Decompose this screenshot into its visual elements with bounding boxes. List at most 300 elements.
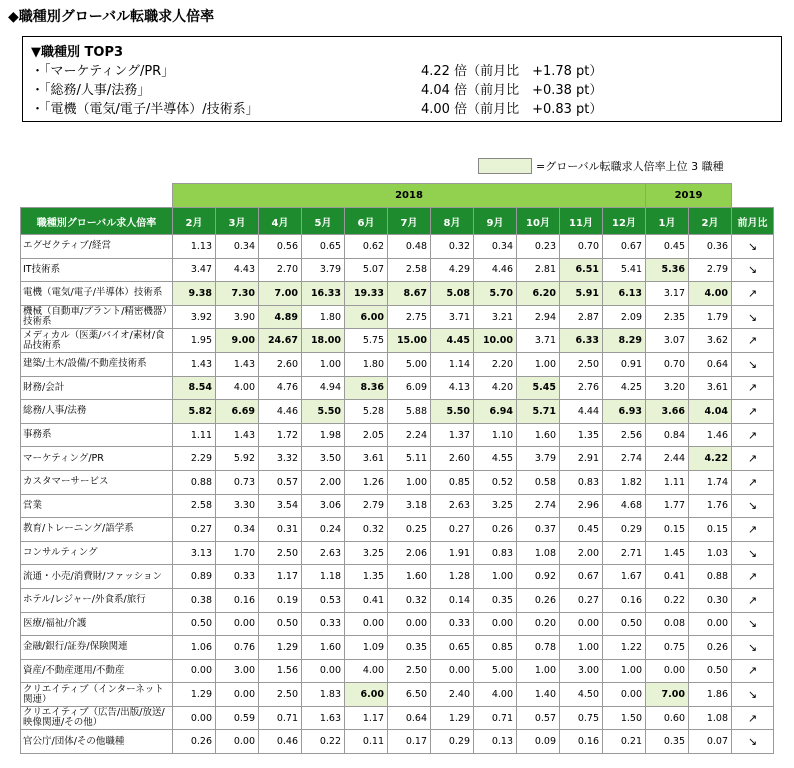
ratio-cell: 1.98 bbox=[302, 423, 345, 447]
ratio-cell: 0.52 bbox=[474, 470, 517, 494]
ratio-cell: 1.79 bbox=[689, 305, 732, 329]
month-header: 7月 bbox=[388, 208, 431, 235]
ratio-cell: 19.33 bbox=[345, 282, 388, 306]
ratio-cell: 5.50 bbox=[431, 400, 474, 424]
ratio-cell: 2.79 bbox=[345, 494, 388, 518]
ratio-cell: 1.91 bbox=[431, 541, 474, 565]
job-ratio-table bbox=[20, 183, 774, 754]
change-header: 前月比 bbox=[732, 208, 774, 235]
ratio-cell: 1.13 bbox=[173, 235, 216, 259]
ratio-cell: 6.09 bbox=[388, 376, 431, 400]
row-label: 財務/会計 bbox=[21, 376, 173, 400]
ratio-cell: 7.00 bbox=[259, 282, 302, 306]
ratio-cell: 0.16 bbox=[603, 588, 646, 612]
ratio-cell: 0.64 bbox=[689, 352, 732, 376]
ratio-cell: 4.55 bbox=[474, 447, 517, 471]
ratio-cell: 1.60 bbox=[302, 636, 345, 660]
ratio-cell: 0.75 bbox=[560, 706, 603, 730]
ratio-cell: 0.88 bbox=[173, 470, 216, 494]
ratio-cell: 0.92 bbox=[517, 565, 560, 589]
ratio-cell: 0.62 bbox=[345, 235, 388, 259]
ratio-cell: 0.38 bbox=[173, 588, 216, 612]
ratio-cell: 0.29 bbox=[603, 518, 646, 542]
ratio-cell: 6.20 bbox=[517, 282, 560, 306]
month-header: 5月 bbox=[302, 208, 345, 235]
ratio-cell: 5.91 bbox=[560, 282, 603, 306]
row-label: 教育/トレーニング/語学系 bbox=[21, 518, 173, 542]
top3-item-label: ・「マーケティング/PR」 bbox=[31, 64, 175, 79]
ratio-cell: 0.09 bbox=[517, 730, 560, 754]
row-label: カスタマーサービス bbox=[21, 470, 173, 494]
ratio-cell: 1.80 bbox=[302, 305, 345, 329]
ratio-cell: 1.70 bbox=[216, 541, 259, 565]
ratio-cell: 0.57 bbox=[517, 706, 560, 730]
trend-arrow: ↗ bbox=[732, 376, 774, 400]
trend-arrow: ↗ bbox=[732, 659, 774, 683]
ratio-cell: 3.21 bbox=[474, 305, 517, 329]
ratio-cell: 3.06 bbox=[302, 494, 345, 518]
ratio-cell: 0.65 bbox=[431, 636, 474, 660]
trend-arrow: ↗ bbox=[732, 282, 774, 306]
ratio-cell: 1.00 bbox=[517, 352, 560, 376]
ratio-cell: 1.22 bbox=[603, 636, 646, 660]
ratio-cell: 0.27 bbox=[560, 588, 603, 612]
top3-item bbox=[31, 81, 773, 100]
trend-arrow: ↗ bbox=[732, 447, 774, 471]
ratio-cell: 0.45 bbox=[560, 518, 603, 542]
ratio-cell: 4.76 bbox=[259, 376, 302, 400]
ratio-cell: 3.79 bbox=[302, 258, 345, 282]
ratio-cell: 2.71 bbox=[603, 541, 646, 565]
ratio-cell: 0.46 bbox=[259, 730, 302, 754]
month-header: 3月 bbox=[216, 208, 259, 235]
ratio-cell: 5.75 bbox=[345, 329, 388, 353]
ratio-cell: 3.79 bbox=[517, 447, 560, 471]
row-label: 金融/銀行/証券/保険関連 bbox=[21, 636, 173, 660]
trend-arrow: ↘ bbox=[732, 612, 774, 636]
ratio-cell: 0.22 bbox=[646, 588, 689, 612]
ratio-cell: 0.15 bbox=[646, 518, 689, 542]
ratio-cell: 2.96 bbox=[560, 494, 603, 518]
ratio-cell: 0.83 bbox=[560, 470, 603, 494]
ratio-cell: 0.60 bbox=[646, 706, 689, 730]
ratio-cell: 2.44 bbox=[646, 447, 689, 471]
ratio-cell: 0.78 bbox=[517, 636, 560, 660]
ratio-cell: 0.25 bbox=[388, 518, 431, 542]
month-header: 12月 bbox=[603, 208, 646, 235]
ratio-cell: 0.67 bbox=[603, 235, 646, 259]
ratio-cell: 2.63 bbox=[431, 494, 474, 518]
ratio-cell: 0.32 bbox=[431, 235, 474, 259]
trend-arrow: ↘ bbox=[732, 730, 774, 754]
trend-arrow: ↘ bbox=[732, 258, 774, 282]
ratio-cell: 6.93 bbox=[603, 400, 646, 424]
ratio-cell: 0.34 bbox=[216, 518, 259, 542]
row-label: 流通・小売/消費財/ファッション bbox=[21, 565, 173, 589]
ratio-cell: 3.71 bbox=[431, 305, 474, 329]
ratio-cell: 3.25 bbox=[474, 494, 517, 518]
ratio-cell: 0.26 bbox=[517, 588, 560, 612]
row-label: マーケティング/PR bbox=[21, 447, 173, 471]
ratio-cell: 0.00 bbox=[216, 730, 259, 754]
ratio-cell: 0.50 bbox=[259, 612, 302, 636]
ratio-cell: 0.50 bbox=[173, 612, 216, 636]
ratio-cell: 0.00 bbox=[646, 659, 689, 683]
ratio-cell: 1.29 bbox=[431, 706, 474, 730]
ratio-cell: 2.50 bbox=[259, 683, 302, 707]
ratio-cell: 1.09 bbox=[345, 636, 388, 660]
ratio-cell: 0.16 bbox=[560, 730, 603, 754]
ratio-cell: 1.29 bbox=[259, 636, 302, 660]
table-body bbox=[21, 235, 774, 754]
table-row bbox=[21, 565, 774, 589]
ratio-cell: 3.54 bbox=[259, 494, 302, 518]
ratio-cell: 4.04 bbox=[689, 400, 732, 424]
ratio-cell: 0.00 bbox=[216, 612, 259, 636]
ratio-cell: 0.34 bbox=[474, 235, 517, 259]
month-header: 10月 bbox=[517, 208, 560, 235]
ratio-cell: 3.71 bbox=[517, 329, 560, 353]
ratio-cell: 2.00 bbox=[302, 470, 345, 494]
ratio-cell: 1.83 bbox=[302, 683, 345, 707]
ratio-cell: 2.24 bbox=[388, 423, 431, 447]
ratio-cell: 0.76 bbox=[216, 636, 259, 660]
ratio-cell: 2.06 bbox=[388, 541, 431, 565]
ratio-cell: 0.91 bbox=[603, 352, 646, 376]
ratio-cell: 1.11 bbox=[173, 423, 216, 447]
ratio-cell: 1.40 bbox=[517, 683, 560, 707]
ratio-cell: 0.00 bbox=[302, 659, 345, 683]
table-row bbox=[21, 447, 774, 471]
ratio-cell: 0.00 bbox=[431, 659, 474, 683]
legend bbox=[478, 158, 724, 174]
ratio-cell: 1.29 bbox=[173, 683, 216, 707]
ratio-cell: 0.59 bbox=[216, 706, 259, 730]
ratio-cell: 0.19 bbox=[259, 588, 302, 612]
ratio-cell: 5.70 bbox=[474, 282, 517, 306]
ratio-cell: 6.51 bbox=[560, 258, 603, 282]
ratio-cell: 1.00 bbox=[388, 470, 431, 494]
ratio-cell: 24.67 bbox=[259, 329, 302, 353]
table-row bbox=[21, 305, 774, 329]
ratio-cell: 2.50 bbox=[560, 352, 603, 376]
ratio-cell: 0.00 bbox=[345, 612, 388, 636]
ratio-cell: 3.25 bbox=[345, 541, 388, 565]
trend-arrow: ↗ bbox=[732, 423, 774, 447]
ratio-cell: 0.65 bbox=[302, 235, 345, 259]
year-2018-header: 2018 bbox=[173, 184, 646, 208]
month-header-row bbox=[21, 208, 774, 235]
ratio-cell: 4.44 bbox=[560, 400, 603, 424]
ratio-cell: 0.50 bbox=[689, 659, 732, 683]
ratio-cell: 1.76 bbox=[689, 494, 732, 518]
top3-item bbox=[31, 100, 773, 119]
ratio-cell: 0.30 bbox=[689, 588, 732, 612]
top3-item bbox=[31, 62, 773, 81]
ratio-cell: 0.71 bbox=[474, 706, 517, 730]
ratio-cell: 3.30 bbox=[216, 494, 259, 518]
ratio-cell: 0.00 bbox=[474, 612, 517, 636]
ratio-cell: 0.27 bbox=[173, 518, 216, 542]
ratio-cell: 1.43 bbox=[216, 423, 259, 447]
top3-item-value: 4.00 倍（前月比 +0.83 pt） bbox=[421, 102, 603, 117]
ratio-cell: 0.33 bbox=[216, 565, 259, 589]
ratio-cell: 0.88 bbox=[689, 565, 732, 589]
table-row bbox=[21, 376, 774, 400]
ratio-cell: 0.73 bbox=[216, 470, 259, 494]
ratio-cell: 1.00 bbox=[560, 636, 603, 660]
row-label: 営業 bbox=[21, 494, 173, 518]
ratio-cell: 1.67 bbox=[603, 565, 646, 589]
ratio-cell: 1.45 bbox=[646, 541, 689, 565]
ratio-cell: 3.07 bbox=[646, 329, 689, 353]
ratio-cell: 3.61 bbox=[345, 447, 388, 471]
ratio-cell: 0.85 bbox=[431, 470, 474, 494]
ratio-cell: 2.60 bbox=[431, 447, 474, 471]
row-label: クリエイティブ（インターネット関連） bbox=[21, 683, 173, 707]
ratio-cell: 3.17 bbox=[646, 282, 689, 306]
table-row bbox=[21, 235, 774, 259]
row-label: エグゼクティブ/経営 bbox=[21, 235, 173, 259]
ratio-cell: 6.69 bbox=[216, 400, 259, 424]
ratio-cell: 4.46 bbox=[474, 258, 517, 282]
ratio-cell: 2.94 bbox=[517, 305, 560, 329]
row-label: 電機（電気/電子/半導体）技術系 bbox=[21, 282, 173, 306]
table-row bbox=[21, 588, 774, 612]
ratio-cell: 0.75 bbox=[646, 636, 689, 660]
ratio-cell: 1.74 bbox=[689, 470, 732, 494]
ratio-cell: 3.00 bbox=[560, 659, 603, 683]
ratio-cell: 3.32 bbox=[259, 447, 302, 471]
top3-item-value: 4.04 倍（前月比 +0.38 pt） bbox=[421, 83, 603, 98]
row-label: 機械（自動車/プラント/精密機器）技術系 bbox=[21, 305, 173, 329]
ratio-cell: 5.00 bbox=[388, 352, 431, 376]
ratio-cell: 6.13 bbox=[603, 282, 646, 306]
ratio-cell: 0.32 bbox=[345, 518, 388, 542]
table-row bbox=[21, 518, 774, 542]
table-row bbox=[21, 352, 774, 376]
trend-arrow: ↘ bbox=[732, 541, 774, 565]
ratio-cell: 2.79 bbox=[689, 258, 732, 282]
ratio-cell: 3.90 bbox=[216, 305, 259, 329]
ratio-cell: 5.07 bbox=[345, 258, 388, 282]
row-label: IT技術系 bbox=[21, 258, 173, 282]
trend-arrow: ↘ bbox=[732, 683, 774, 707]
ratio-cell: 2.29 bbox=[173, 447, 216, 471]
ratio-cell: 2.00 bbox=[560, 541, 603, 565]
ratio-cell: 0.14 bbox=[431, 588, 474, 612]
ratio-cell: 2.40 bbox=[431, 683, 474, 707]
ratio-cell: 8.67 bbox=[388, 282, 431, 306]
ratio-cell: 6.50 bbox=[388, 683, 431, 707]
ratio-cell: 4.20 bbox=[474, 376, 517, 400]
ratio-cell: 1.77 bbox=[646, 494, 689, 518]
ratio-cell: 10.00 bbox=[474, 329, 517, 353]
table-row bbox=[21, 636, 774, 660]
ratio-cell: 0.21 bbox=[603, 730, 646, 754]
ratio-cell: 3.61 bbox=[689, 376, 732, 400]
ratio-cell: 1.60 bbox=[517, 423, 560, 447]
ratio-cell: 0.89 bbox=[173, 565, 216, 589]
ratio-cell: 4.43 bbox=[216, 258, 259, 282]
trend-arrow: ↘ bbox=[732, 352, 774, 376]
ratio-cell: 1.43 bbox=[173, 352, 216, 376]
year-2019-header: 2019 bbox=[646, 184, 732, 208]
ratio-cell: 2.87 bbox=[560, 305, 603, 329]
row-label: クリエイティブ（広告/出版/放送/映像関連/その他） bbox=[21, 706, 173, 730]
ratio-cell: 4.22 bbox=[689, 447, 732, 471]
row-label: 総務/人事/法務 bbox=[21, 400, 173, 424]
ratio-cell: 1.00 bbox=[302, 352, 345, 376]
ratio-cell: 4.00 bbox=[689, 282, 732, 306]
trend-arrow: ↗ bbox=[732, 565, 774, 589]
ratio-cell: 0.70 bbox=[646, 352, 689, 376]
ratio-cell: 0.64 bbox=[388, 706, 431, 730]
ratio-cell: 0.58 bbox=[517, 470, 560, 494]
ratio-cell: 4.13 bbox=[431, 376, 474, 400]
ratio-cell: 0.37 bbox=[517, 518, 560, 542]
ratio-cell: 1.56 bbox=[259, 659, 302, 683]
ratio-cell: 3.13 bbox=[173, 541, 216, 565]
ratio-cell: 6.33 bbox=[560, 329, 603, 353]
trend-arrow: ↘ bbox=[732, 494, 774, 518]
ratio-cell: 0.15 bbox=[689, 518, 732, 542]
page-title: ◆職種別グローバル転職求人倍率 bbox=[8, 9, 215, 25]
ratio-cell: 4.50 bbox=[560, 683, 603, 707]
ratio-cell: 3.92 bbox=[173, 305, 216, 329]
top3-item-label: ・「電機（電気/電子/半導体）/技術系」 bbox=[31, 102, 259, 117]
ratio-cell: 2.70 bbox=[259, 258, 302, 282]
ratio-cell: 0.35 bbox=[474, 588, 517, 612]
ratio-cell: 1.08 bbox=[517, 541, 560, 565]
row-label: 資産/不動産運用/不動産 bbox=[21, 659, 173, 683]
month-header: 11月 bbox=[560, 208, 603, 235]
month-header: 4月 bbox=[259, 208, 302, 235]
ratio-cell: 2.63 bbox=[302, 541, 345, 565]
ratio-cell: 0.26 bbox=[689, 636, 732, 660]
ratio-cell: 8.36 bbox=[345, 376, 388, 400]
ratio-cell: 1.46 bbox=[689, 423, 732, 447]
ratio-cell: 15.00 bbox=[388, 329, 431, 353]
trend-arrow: ↗ bbox=[732, 400, 774, 424]
month-header: 8月 bbox=[431, 208, 474, 235]
trend-arrow: ↘ bbox=[732, 235, 774, 259]
ratio-cell: 1.14 bbox=[431, 352, 474, 376]
ratio-cell: 0.27 bbox=[431, 518, 474, 542]
header-spacer bbox=[21, 184, 173, 208]
ratio-cell: 0.50 bbox=[603, 612, 646, 636]
ratio-cell: 6.00 bbox=[345, 305, 388, 329]
ratio-cell: 1.00 bbox=[603, 659, 646, 683]
ratio-cell: 0.71 bbox=[259, 706, 302, 730]
ratio-cell: 0.00 bbox=[216, 683, 259, 707]
ratio-cell: 2.20 bbox=[474, 352, 517, 376]
ratio-cell: 7.00 bbox=[646, 683, 689, 707]
ratio-cell: 1.63 bbox=[302, 706, 345, 730]
ratio-cell: 5.36 bbox=[646, 258, 689, 282]
ratio-cell: 4.45 bbox=[431, 329, 474, 353]
ratio-cell: 3.47 bbox=[173, 258, 216, 282]
ratio-cell: 0.26 bbox=[173, 730, 216, 754]
ratio-cell: 4.00 bbox=[345, 659, 388, 683]
row-label: ホテル/レジャー/外食系/旅行 bbox=[21, 588, 173, 612]
trend-arrow: ↗ bbox=[732, 706, 774, 730]
ratio-cell: 1.00 bbox=[474, 565, 517, 589]
ratio-cell: 5.92 bbox=[216, 447, 259, 471]
month-header: 2月 bbox=[173, 208, 216, 235]
ratio-cell: 0.13 bbox=[474, 730, 517, 754]
ratio-cell: 2.75 bbox=[388, 305, 431, 329]
row-label: 医療/福祉/介護 bbox=[21, 612, 173, 636]
ratio-cell: 0.26 bbox=[474, 518, 517, 542]
ratio-cell: 1.95 bbox=[173, 329, 216, 353]
table-row bbox=[21, 706, 774, 730]
table-row bbox=[21, 494, 774, 518]
ratio-cell: 1.82 bbox=[603, 470, 646, 494]
ratio-cell: 3.50 bbox=[302, 447, 345, 471]
table-row bbox=[21, 470, 774, 494]
ratio-cell: 5.82 bbox=[173, 400, 216, 424]
ratio-cell: 0.11 bbox=[345, 730, 388, 754]
ratio-cell: 1.06 bbox=[173, 636, 216, 660]
month-header: 6月 bbox=[345, 208, 388, 235]
ratio-cell: 1.50 bbox=[603, 706, 646, 730]
ratio-cell: 3.62 bbox=[689, 329, 732, 353]
top3-item-value: 4.22 倍（前月比 +1.78 pt） bbox=[421, 64, 603, 79]
ratio-cell: 0.16 bbox=[216, 588, 259, 612]
trend-arrow: ↗ bbox=[732, 588, 774, 612]
ratio-cell: 0.23 bbox=[517, 235, 560, 259]
ratio-cell: 5.50 bbox=[302, 400, 345, 424]
ratio-cell: 2.50 bbox=[259, 541, 302, 565]
ratio-cell: 0.36 bbox=[689, 235, 732, 259]
ratio-cell: 0.35 bbox=[646, 730, 689, 754]
ratio-cell: 1.80 bbox=[345, 352, 388, 376]
ratio-cell: 1.08 bbox=[689, 706, 732, 730]
table-row bbox=[21, 258, 774, 282]
ratio-cell: 0.22 bbox=[302, 730, 345, 754]
ratio-cell: 1.37 bbox=[431, 423, 474, 447]
ratio-cell: 1.35 bbox=[560, 423, 603, 447]
ratio-cell: 3.00 bbox=[216, 659, 259, 683]
ratio-cell: 1.43 bbox=[216, 352, 259, 376]
ratio-cell: 4.89 bbox=[259, 305, 302, 329]
ratio-cell: 0.20 bbox=[517, 612, 560, 636]
legend-swatch bbox=[478, 158, 532, 174]
top3-heading: ▼職種別 TOP3 bbox=[31, 45, 124, 60]
ratio-cell: 0.00 bbox=[603, 683, 646, 707]
ratio-cell: 0.07 bbox=[689, 730, 732, 754]
ratio-cell: 0.67 bbox=[560, 565, 603, 589]
ratio-cell: 2.60 bbox=[259, 352, 302, 376]
ratio-cell: 1.11 bbox=[646, 470, 689, 494]
ratio-cell: 2.09 bbox=[603, 305, 646, 329]
ratio-cell: 4.29 bbox=[431, 258, 474, 282]
table-row bbox=[21, 400, 774, 424]
ratio-cell: 0.41 bbox=[646, 565, 689, 589]
ratio-cell: 2.74 bbox=[517, 494, 560, 518]
ratio-cell: 0.53 bbox=[302, 588, 345, 612]
ratio-cell: 0.48 bbox=[388, 235, 431, 259]
ratio-cell: 3.20 bbox=[646, 376, 689, 400]
ratio-cell: 2.35 bbox=[646, 305, 689, 329]
month-header: 9月 bbox=[474, 208, 517, 235]
ratio-cell: 0.85 bbox=[474, 636, 517, 660]
ratio-cell: 0.70 bbox=[560, 235, 603, 259]
ratio-cell: 0.56 bbox=[259, 235, 302, 259]
trend-arrow: ↗ bbox=[732, 329, 774, 353]
ratio-cell: 1.86 bbox=[689, 683, 732, 707]
